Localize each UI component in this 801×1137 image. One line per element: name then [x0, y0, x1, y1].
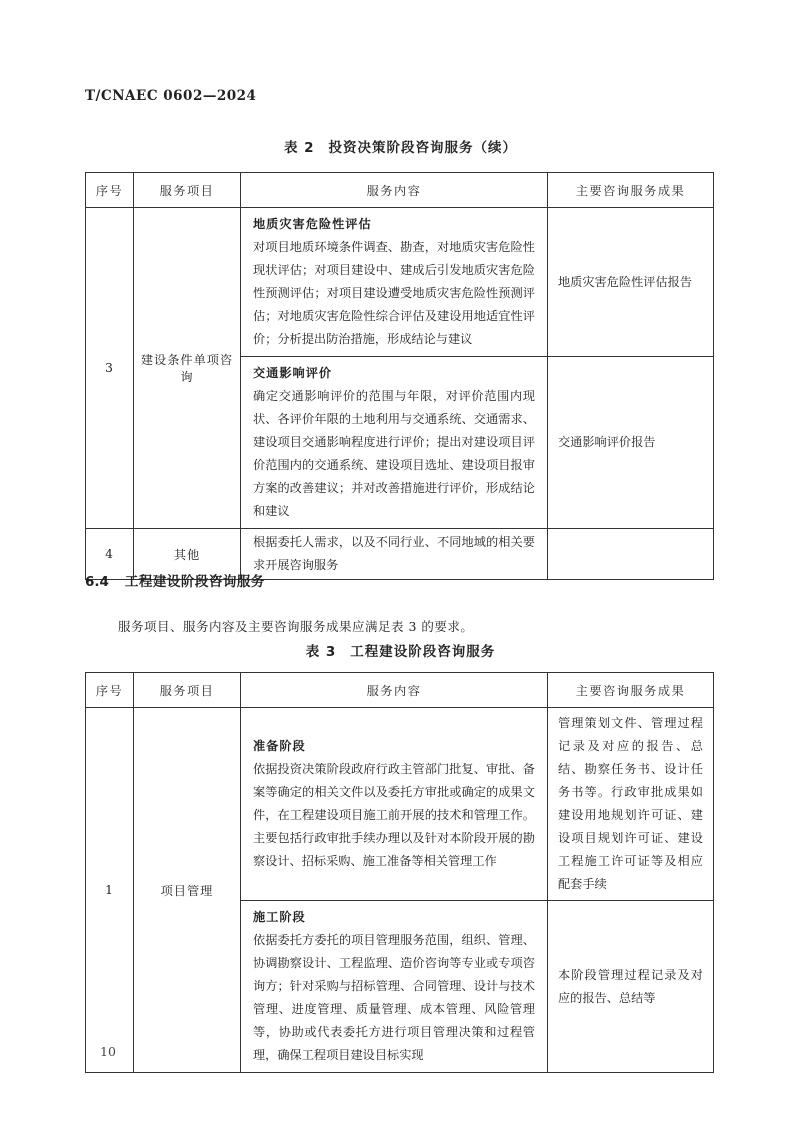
service-project: 项目管理	[134, 708, 241, 1073]
service-content-cell	[241, 208, 548, 357]
table-row	[86, 708, 714, 901]
service-content: 确定交通影响评价的范围与年限，对评价范围内现状、各评价年限的土地利用与交通系统、交通需求、建设项目交通影响程度进行评价；提出对建设项目评价范围内的交通系统、建设项目选址、建设项目报审方案的改善建议；并对改善措施进行评价，形成结论和建议	[253, 389, 535, 518]
section-title: 工程建设阶段咨询服务	[124, 574, 265, 590]
section-number: 6.4	[85, 574, 109, 590]
col-header-content: 服务内容	[241, 173, 548, 208]
row-index: 3	[86, 208, 134, 529]
col-header-project: 服务项目	[134, 673, 241, 708]
col-header-result: 主要咨询服务成果	[548, 173, 714, 208]
table-2-label: 表 2	[283, 140, 315, 156]
row-index: 4	[86, 529, 134, 580]
doc-code: T/CNAEC 0602—2024	[85, 88, 257, 104]
table-3-title-text: 工程建设阶段咨询服务	[350, 644, 496, 660]
service-project: 其他	[134, 529, 241, 580]
service-content: 根据委托人需求，以及不同行业、不同地域的相关要求开展咨询服务	[241, 529, 548, 580]
col-header-content: 服务内容	[241, 673, 548, 708]
table-2-header-row	[86, 173, 714, 208]
section-heading	[85, 570, 265, 590]
table-2-title-text: 投资决策阶段咨询服务（续）	[328, 140, 518, 156]
service-content-cell	[241, 708, 548, 901]
col-header-index: 序号	[86, 173, 134, 208]
table-3	[85, 672, 714, 1073]
table-row	[86, 208, 714, 357]
col-header-index: 序号	[86, 673, 134, 708]
service-project: 建设条件单项咨询	[134, 208, 241, 529]
service-subtitle: 交通影响评价	[253, 366, 333, 380]
service-content: 对项目地质环境条件调查、勘查，对地质灾害危险性现状评估；对项目建设中、建成后引发地质灾害危险性预测评估；对项目建设遭受地质灾害危险性预测评估；对地质灾害危险性综合评估及建设用地适宜性评价；分析提出防治措施，形成结论与建议	[253, 240, 535, 346]
service-subtitle: 准备阶段	[253, 739, 306, 753]
row-index: 1	[86, 708, 134, 1073]
table-2	[85, 172, 714, 580]
service-result: 交通影响评价报告	[548, 357, 714, 529]
table-3-header-row	[86, 673, 714, 708]
service-content: 依据委托方委托的项目管理服务范围，组织、管理、协调勘察设计、工程监理、造价咨询等专业或专项咨询方；针对采购与招标管理、合同管理、设计与技术管理、进度管理、质量管理、成本管理、风险管理等，协助或代表委托方进行项目管理决策和过程管理，确保工程项目建设目标实现	[253, 933, 535, 1062]
service-content-cell	[241, 901, 548, 1073]
service-result	[548, 529, 714, 580]
service-content: 依据投资决策阶段政府行政主管部门批复、审批、备案等确定的相关文件以及委托方审批或确定的成果文件，在工程建设项目施工前开展的技术和管理工作。主要包括行政审批手续办理以及针对本阶段开展的勘察设计、招标采购、施工准备等相关管理工作	[253, 762, 535, 868]
service-subtitle: 地质灾害危险性评估	[253, 217, 372, 231]
table-2-title	[0, 136, 801, 156]
service-result: 管理策划文件、管理过程记录及对应的报告、总结、勘察任务书、设计任务书等。行政审批成果如建设用地规划许可证、建设项目规划许可证、建设工程施工许可证等及相应配套手续	[548, 708, 714, 901]
col-header-project: 服务项目	[134, 173, 241, 208]
page-number: 10	[100, 1044, 116, 1059]
table-3-title	[0, 640, 801, 660]
service-result: 地质灾害危险性评估报告	[548, 208, 714, 357]
body-paragraph: 服务项目、服务内容及主要咨询服务成果应满足表 3 的要求。	[118, 618, 474, 634]
col-header-result: 主要咨询服务成果	[548, 673, 714, 708]
table-3-label: 表 3	[305, 644, 337, 660]
service-result: 本阶段管理过程记录及对应的报告、总结等	[548, 901, 714, 1073]
service-subtitle: 施工阶段	[253, 910, 306, 924]
service-content-cell	[241, 357, 548, 529]
